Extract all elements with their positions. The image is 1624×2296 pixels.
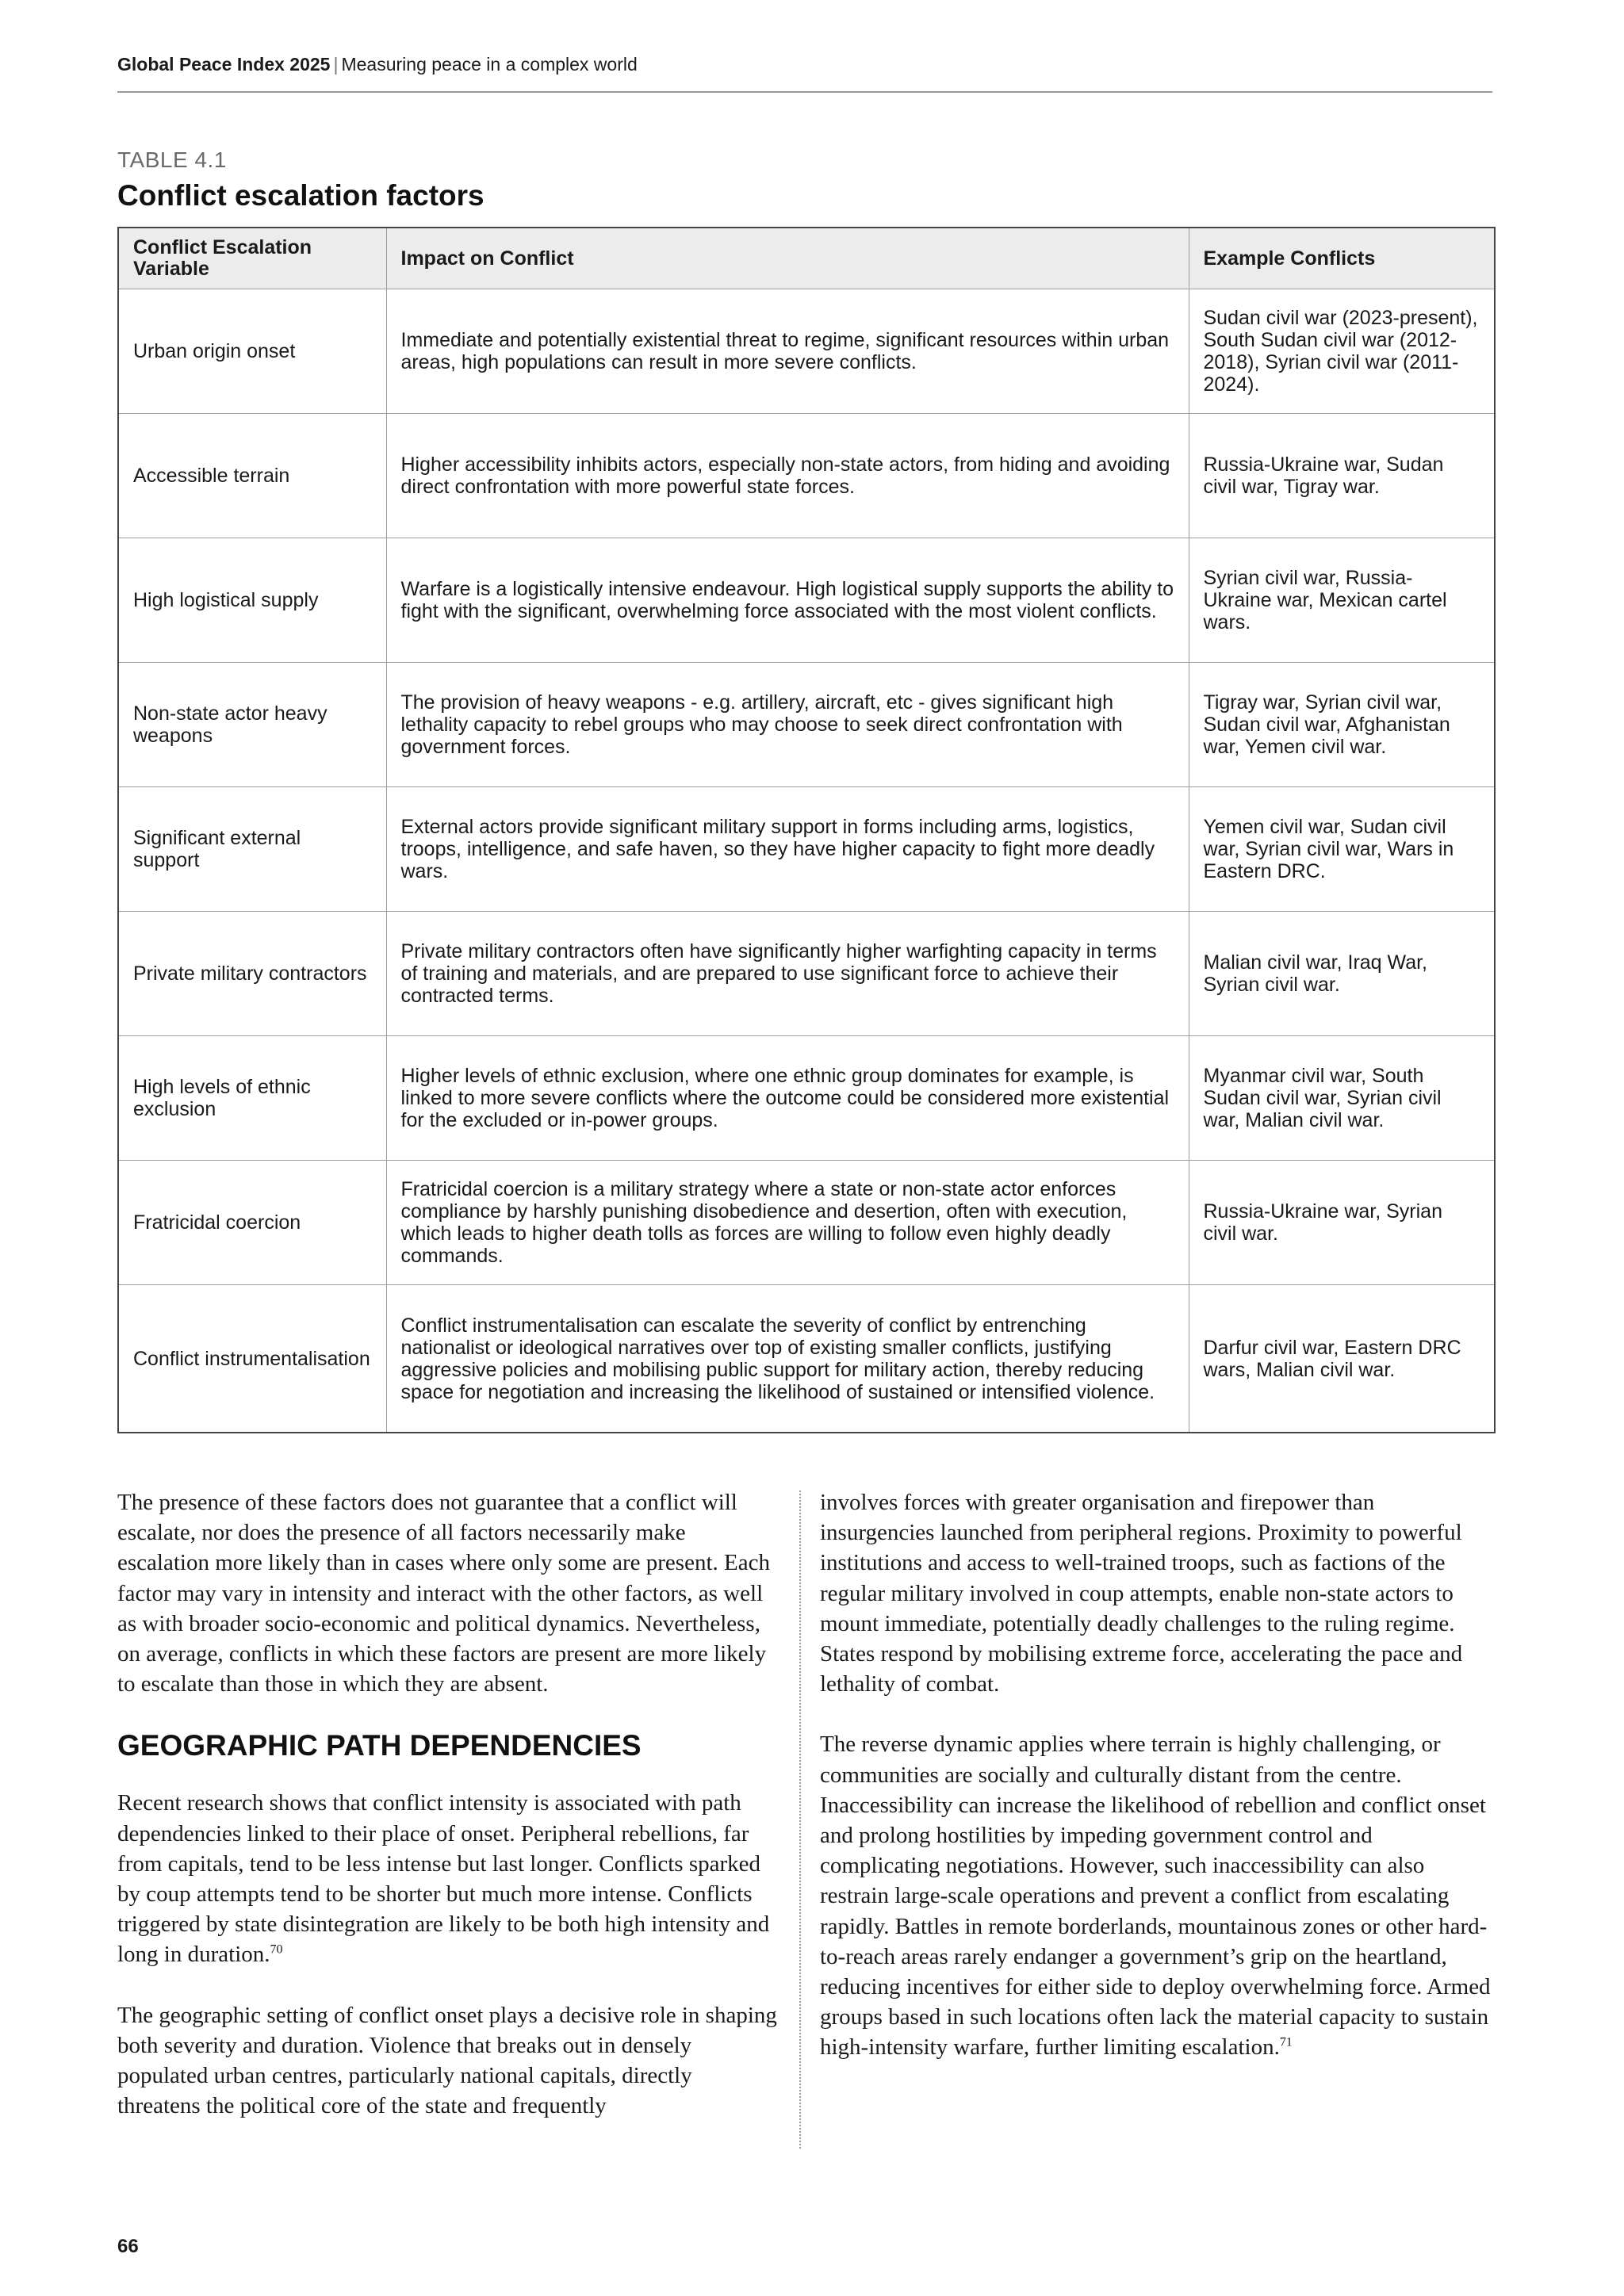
table-row <box>118 1036 1495 1161</box>
footnote-marker: 70 <box>270 1942 283 1957</box>
header-separator: | <box>333 54 339 75</box>
table-row <box>118 289 1495 414</box>
table-row <box>118 538 1495 663</box>
column-header-examples: Example Conflicts <box>1189 228 1495 289</box>
cell-examples: Darfur civil war, Eastern DRC wars, Malian civil war. <box>1189 1285 1495 1433</box>
cell-examples: Sudan civil war (2023-present), South Sudan civil war (2012-2018), Syrian civil war (2011-2024). <box>1189 289 1495 414</box>
cell-variable: Urban origin onset <box>118 289 386 414</box>
table-row <box>118 912 1495 1036</box>
column-header-impact: Impact on Conflict <box>386 228 1189 289</box>
body-paragraph <box>117 1788 780 1969</box>
publication-subtitle: Measuring peace in a complex world <box>341 54 638 75</box>
table-row <box>118 1285 1495 1433</box>
cell-examples: Russia-Ukraine war, Syrian civil war. <box>1189 1161 1495 1285</box>
paragraph-text: The reverse dynamic applies where terrain is highly challenging, or communities are socially and culturally distant from the centre. Inaccessibility can increase the likelihood of rebellion and conflict onset and prolong hostilities by impeding government control and complicating negotiations. However, such inaccessibility can also restrain large-scale operations and prevent a conflict from escalating rapidly. Battles in remote borderlands, mountainous zones or other hard-to-reach areas rarely endanger a government’s grip on the heartland, reducing incentives for either side to deploy overwhelming force. Armed groups based in such locations often lack the material capacity to sustain high-intensity warfare, further limiting escalation. <box>820 1732 1491 2061</box>
cell-examples: Tigray war, Syrian civil war, Sudan civil war, Afghanistan war, Yemen civil war. <box>1189 663 1495 787</box>
body-paragraph: involves forces with greater organisation and firepower than insurgencies launched from peripheral regions. Proximity to powerful institutions and access to well-trained troops, such as factions of the regular military involved in coup attempts, enable non-state actors to mount immediate, potentially deadly challenges to the ruling regime. States respond by mobilising extreme force, accelerating the pace and lethality of combat. <box>820 1490 1463 1697</box>
cell-impact: Higher accessibility inhibits actors, especially non-state actors, from hiding and avoiding direct confrontation with more powerful state forces. <box>386 414 1189 538</box>
cell-impact: Conflict instrumentalisation can escalate the severity of conflict by entrenching nationalist or ideological narratives over top of existing smaller conflicts, justifying aggressive policies and mobilising public support for military action, thereby reducing space for negotiation and increasing the likelihood of sustained or intensified violence. <box>386 1285 1189 1433</box>
table-row <box>118 414 1495 538</box>
body-paragraph: The geographic setting of conflict onset plays a decisive role in shaping both severity and duration. Violence that breaks out in densely populated urban centres, particularly national capitals, directly threatens the political core of the state and frequently <box>117 2002 777 2119</box>
cell-examples: Yemen civil war, Sudan civil war, Syrian civil war, Wars in Eastern DRC. <box>1189 787 1495 912</box>
cell-impact: The provision of heavy weapons - e.g. artillery, aircraft, etc - gives significant high lethality capacity to rebel groups who may choose to seek direct confrontation with government forces. <box>386 663 1189 787</box>
cell-variable: Fratricidal coercion <box>118 1161 386 1285</box>
page-header <box>117 54 1492 93</box>
body-column-left <box>117 1487 780 2151</box>
cell-variable: Non-state actor heavy weapons <box>118 663 386 787</box>
cell-variable: Accessible terrain <box>118 414 386 538</box>
cell-impact: Higher levels of ethnic exclusion, where one ethnic group dominates for example, is linked to more severe conflicts where the outcome could be considered more existential for the excluded or in-power groups. <box>386 1036 1189 1161</box>
paragraph-text: Recent research shows that conflict intensity is associated with path dependencies linked to their place of onset. Peripheral rebellions, far from capitals, tend to be less intense but last longer. Conflicts sparked by coup attempts tend to be shorter but much more intense. Conflicts triggered by state disintegration are likely to be both high intensity and long in duration. <box>117 1790 770 1968</box>
cell-variable: Private military contractors <box>118 912 386 1036</box>
body-column-right <box>820 1487 1491 2093</box>
cell-impact: Private military contractors often have significantly higher warfighting capacity in terms of training and materials, and are prepared to use significant force to achieve their contracted terms. <box>386 912 1189 1036</box>
publication-title: Global Peace Index 2025 <box>117 54 331 75</box>
cell-examples: Malian civil war, Iraq War, Syrian civil war. <box>1189 912 1495 1036</box>
conflict-escalation-table <box>117 227 1496 1433</box>
cell-impact: External actors provide significant military support in forms including arms, logistics, troops, intelligence, and safe haven, so they have higher capacity to fight more deadly wars. <box>386 787 1189 912</box>
cell-examples: Russia-Ukraine war, Sudan civil war, Tigray war. <box>1189 414 1495 538</box>
body-paragraph: The presence of these factors does not guarantee that a conflict will escalate, nor does the presence of all factors necessarily make escalation more likely than in cases where only some are present. Each factor may vary in intensity and interact with the other factors, as well as with broader socio-economic and political dynamics. Nevertheless, on average, conflicts in which these factors are present are more likely to escalate than those in which they are absent. <box>117 1490 770 1697</box>
table-title: Conflict escalation factors <box>117 179 485 212</box>
cell-impact: Immediate and potentially existential threat to regime, significant resources within urban areas, high populations can result in more severe conflicts. <box>386 289 1189 414</box>
cell-variable: High logistical supply <box>118 538 386 663</box>
footnote-marker: 71 <box>1279 2035 1293 2049</box>
cell-examples: Myanmar civil war, South Sudan civil war, Syrian civil war, Malian civil war. <box>1189 1036 1495 1161</box>
table-header-row <box>118 228 1495 289</box>
table-row <box>118 787 1495 912</box>
section-heading: GEOGRAPHIC PATH DEPENDENCIES <box>117 1729 642 1762</box>
page-number: 66 <box>117 2236 139 2257</box>
table-label: TABLE 4.1 <box>117 147 227 172</box>
cell-variable: Significant external support <box>118 787 386 912</box>
column-header-variable: Conflict Escalation Variable <box>118 228 386 289</box>
table-row <box>118 663 1495 787</box>
table-row <box>118 1161 1495 1285</box>
cell-variable: High levels of ethnic exclusion <box>118 1036 386 1161</box>
cell-impact: Warfare is a logistically intensive endeavour. High logistical supply supports the ability to fight with the significant, overwhelming force associated with the most violent conflicts. <box>386 538 1189 663</box>
cell-impact: Fratricidal coercion is a military strategy where a state or non-state actor enforces compliance by harshly punishing disobedience and desertion, often with execution, which leads to higher death tolls as forces are willing to follow even highly deadly commands. <box>386 1161 1189 1285</box>
cell-variable: Conflict instrumentalisation <box>118 1285 386 1433</box>
column-divider <box>799 1490 801 2149</box>
cell-examples: Syrian civil war, Russia-Ukraine war, Mexican cartel wars. <box>1189 538 1495 663</box>
body-paragraph <box>820 1729 1491 2062</box>
